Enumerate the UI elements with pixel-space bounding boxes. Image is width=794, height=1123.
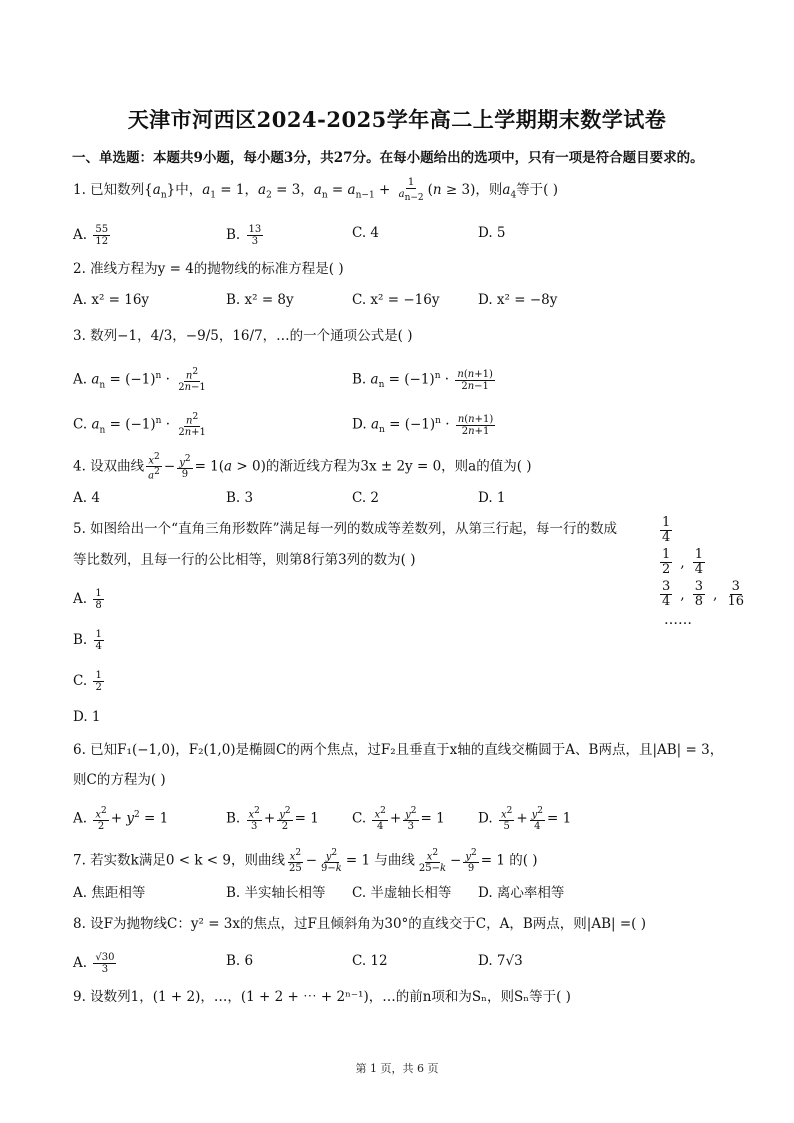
- array-ellipsis: ……: [664, 612, 692, 628]
- q5-option-b[interactable]: B. $\frac{1}{4}$: [73, 629, 102, 652]
- q2-option-b[interactable]: B. x² = 8y: [226, 292, 294, 308]
- q3-option-b[interactable]: B. $a_n = (-1)^n$ · $\frac{n(n+1)}{2n-1}$: [352, 368, 493, 392]
- q3-option-a[interactable]: A. $a_n = (-1)^n$ · $\frac{n^2}{2n-1}$: [73, 367, 206, 394]
- q8-option-d[interactable]: D. 7√3: [478, 953, 523, 969]
- q6-option-a[interactable]: A. $\frac{x^2}{2}$ + $y^2 = 1$: [73, 806, 169, 833]
- section-heading: 一、单选题：本题共9小题，每小题3分，共27分。在每小题给出的选项中，只有一项是符合题目要求的。: [72, 150, 704, 166]
- q8-option-b[interactable]: B. 6: [226, 953, 254, 969]
- q1-option-a[interactable]: A. $\frac{55}{12}$: [73, 224, 109, 247]
- question-1: 1. 已知数列$\{a_n\}$中，$a_1 = 1$，$a_2 = 3$，$a_n = a_{n-1}$ + $\frac{1}{a_{n-2}}$ (n ≥ 3)，则$a_4$等于( ): [73, 177, 558, 203]
- q7-option-b[interactable]: B. 半实轴长相等: [226, 885, 326, 901]
- q4-option-c[interactable]: C. 2: [352, 490, 380, 506]
- question-7: 7. 若实数k满足0 < k < 9，则曲线 $\frac{x^2}{25}$ − $\frac{y^2}{9-k}$ = 1 与曲线 $\frac{x^2}{25-k}$ − $\frac{y^2}{9}$ = 1 的( ): [73, 848, 538, 875]
- question-8: 8. 设F为抛物线C：y² = 3x的焦点，过F且倾斜角为30°的直线交于C，A，B两点，则|AB| =( ): [73, 916, 646, 932]
- q5-option-d[interactable]: D. 1: [73, 709, 101, 725]
- question-6-line-2: 则C的方程为( ): [73, 772, 166, 788]
- q6-option-d[interactable]: D. $\frac{x^2}{5}$ + $\frac{y^2}{4}$ = 1: [478, 806, 572, 833]
- question-9: 9. 设数列1，(1 + 2)，…，(1 + 2 + ⋯ + 2ⁿ⁻¹)，…的前n项和为Sₙ，则Sₙ等于( ): [73, 989, 571, 1005]
- q7-option-c[interactable]: C. 半虚轴长相等: [352, 885, 452, 901]
- q3-option-c[interactable]: C. $a_n = (-1)^n$ · $\frac{n^2}{2n+1}$: [73, 412, 206, 439]
- q2-option-c[interactable]: C. x² = −16y: [352, 292, 440, 308]
- q2-option-d[interactable]: D. x² = −8y: [478, 292, 558, 308]
- q7-option-d[interactable]: D. 离心率相等: [478, 885, 565, 901]
- q3-option-d[interactable]: D. $a_n = (-1)^n$ · $\frac{n(n+1)}{2n+1}$: [352, 413, 494, 437]
- q8-option-c[interactable]: C. 12: [352, 953, 388, 969]
- q6-option-c[interactable]: C. $\frac{x^2}{4}$ + $\frac{y^2}{3}$ = 1: [352, 806, 445, 833]
- q1-option-d[interactable]: D. 5: [478, 225, 506, 241]
- question-6-line-1: 6. 已知F₁(−1,0)，F₂(1,0)是椭圆C的两个焦点，过F₂且垂直于x轴的直线交椭圆于A、B两点，且|AB| = 3，: [73, 742, 724, 758]
- q2-option-a[interactable]: A. x² = 16y: [73, 292, 150, 308]
- question-5-line-2: 等比数列，且每一行的公比相等，则第8行第3列的数为( ): [73, 552, 416, 568]
- q7-option-a[interactable]: A. 焦距相等: [73, 885, 146, 901]
- q1-option-b[interactable]: B. $\frac{13}{3}$: [226, 224, 262, 247]
- q8-option-a[interactable]: A. $\frac{√30}{3}$: [73, 952, 115, 975]
- question-5-line-1: 5. 如图给出一个“直角三角形数阵”满足每一列的数成等差数列，从第三行起，每一行的数成: [73, 521, 617, 537]
- question-3: 3. 数列−1，4/3，−9/5，16/7，…的一个通项公式是( ): [73, 328, 413, 344]
- question-2: 2. 准线方程为y = 4的抛物线的标准方程是( ): [73, 261, 344, 277]
- q1-option-c[interactable]: C. 4: [352, 225, 380, 241]
- page-title: 天津市河西区2024-2025学年高二上学期期末数学试卷: [127, 107, 667, 132]
- q4-option-a[interactable]: A. 4: [73, 490, 100, 506]
- page-footer: 第 1 页，共 6 页: [355, 1062, 439, 1075]
- q5-option-c[interactable]: C. $\frac{1}{2}$: [73, 670, 102, 693]
- q6-option-b[interactable]: B. $\frac{x^2}{3}$ + $\frac{y^2}{2}$ = 1: [226, 806, 319, 833]
- q4-option-b[interactable]: B. 3: [226, 490, 254, 506]
- triangle-number-array: 1 4 1 2 , 1 4 3 4 , 3 8 , 3 16 ……: [658, 516, 748, 631]
- q4-option-d[interactable]: D. 1: [478, 490, 506, 506]
- question-4: 4. 设双曲线 $\frac{x^2}{a^2}$ − $\frac{y^2}{9}$ = 1(a > 0)的渐近线方程为3x ± 2y = 0，则a的值为( ): [73, 452, 532, 482]
- q5-option-a[interactable]: A. $\frac{1}{8}$: [73, 588, 102, 611]
